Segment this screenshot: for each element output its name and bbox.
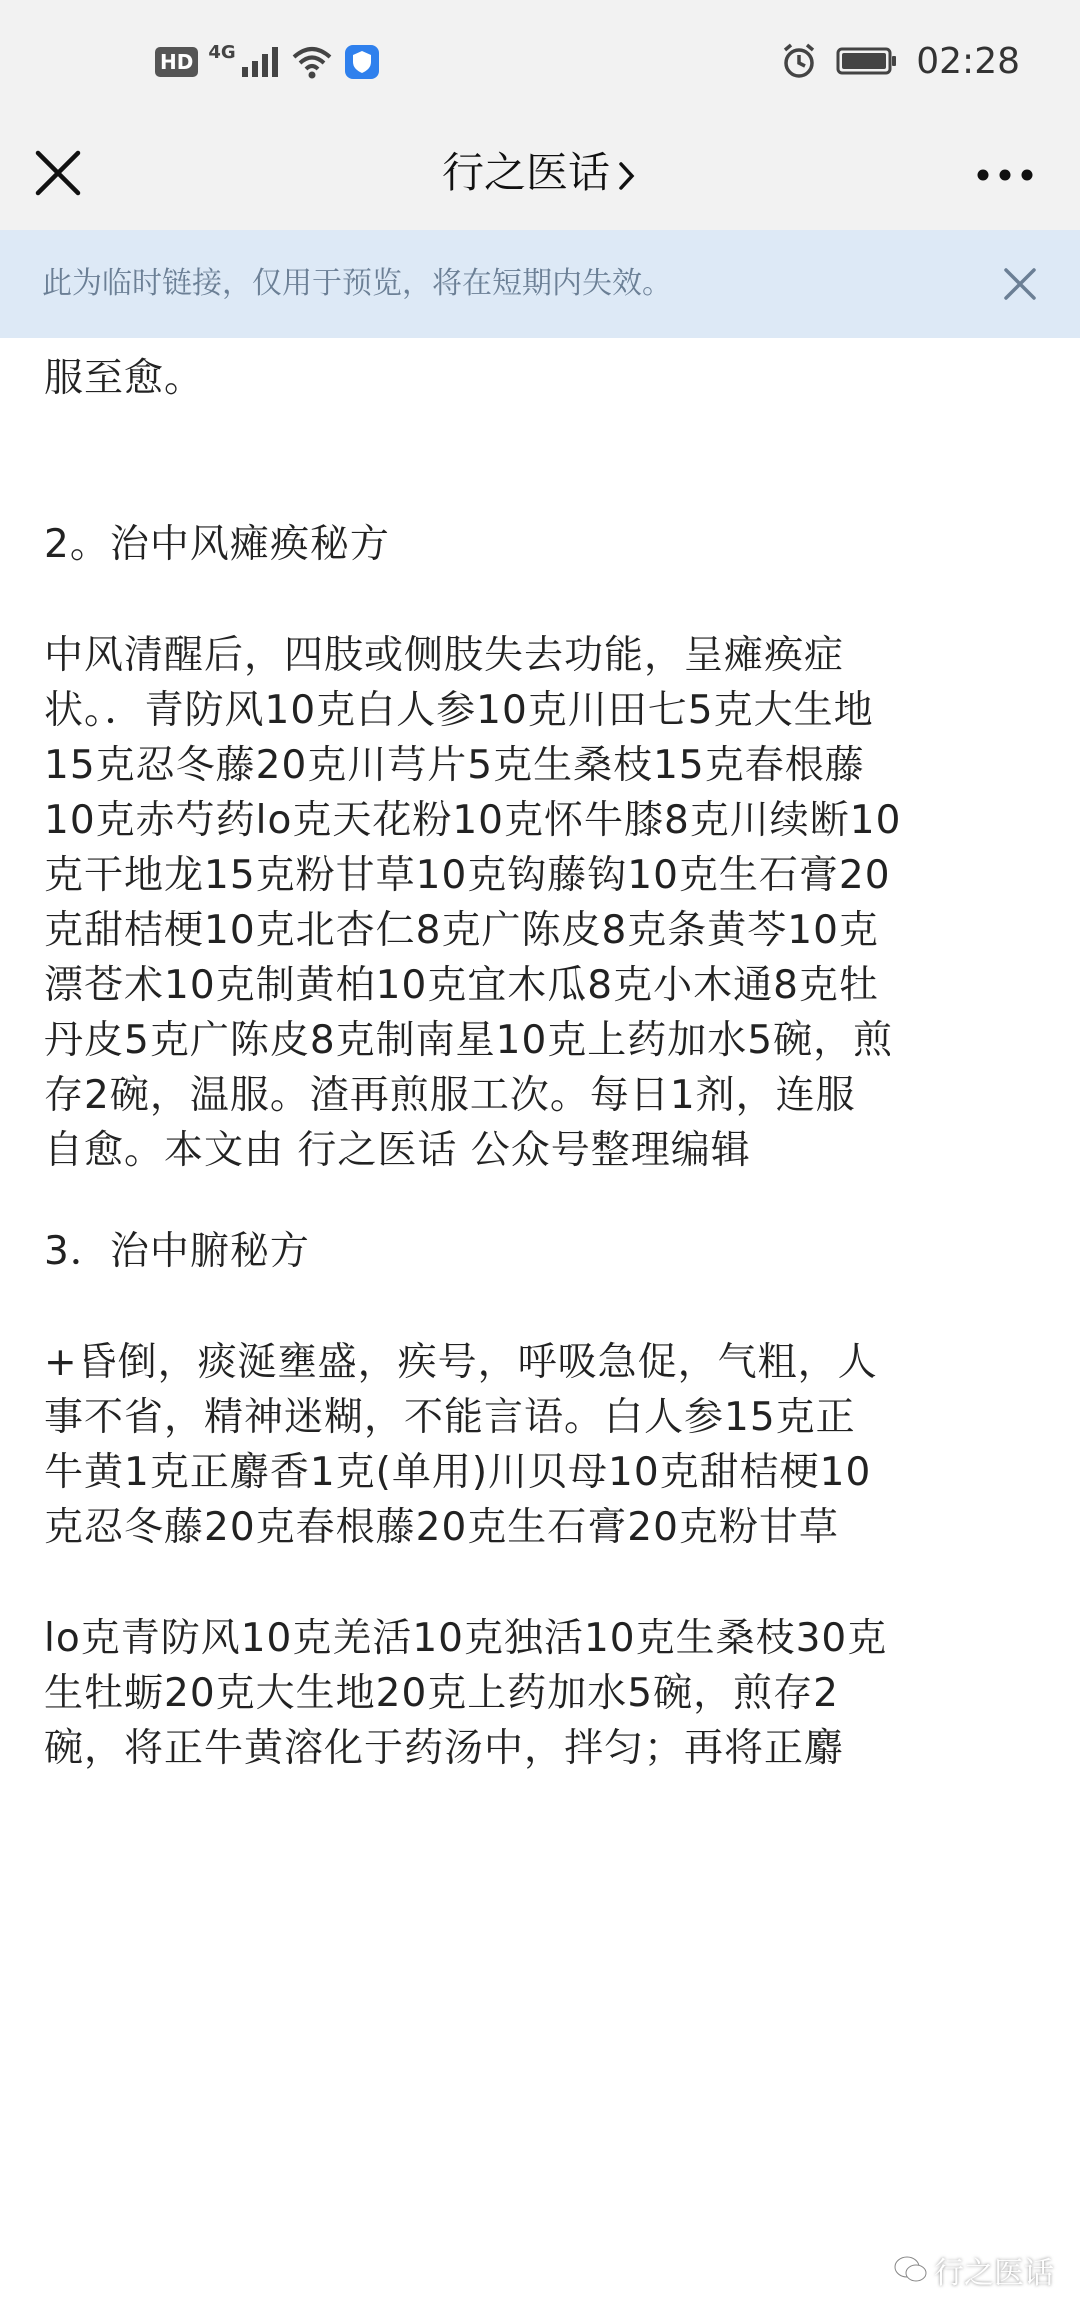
article-line: 10克赤芍药lo克天花粉10克怀牛膝8克川续断10 bbox=[44, 798, 902, 843]
more-icon[interactable] bbox=[970, 147, 1040, 203]
article-line: 服至愈。 bbox=[44, 356, 205, 401]
status-right bbox=[780, 38, 1020, 84]
article-line: 生牡蛎20克大生地20克上药加水5碗，煎存2 bbox=[44, 1671, 839, 1716]
alarm-icon bbox=[780, 42, 818, 80]
chevron-right-icon bbox=[616, 158, 638, 194]
notice-close-icon[interactable] bbox=[998, 262, 1042, 306]
article-line: 状。．青防风10克白人参10克川田七5克大生地 bbox=[44, 688, 874, 733]
article-line: 克忍冬藤20克春根藤20克生石膏20克粉甘草 bbox=[44, 1505, 839, 1550]
article-spacer bbox=[44, 585, 1044, 615]
shield-app-icon bbox=[344, 44, 380, 80]
article-line: 事不省，精神迷糊，不能言语。白人参15克正 bbox=[44, 1395, 856, 1440]
article-line: 15克忍冬藤20克川芎片5克生桑枝15克春根藤 bbox=[44, 743, 865, 788]
wechat-icon bbox=[894, 2255, 928, 2285]
watermark-text: 行之医话 bbox=[934, 2256, 1054, 2291]
hd-badge: HD bbox=[155, 47, 198, 77]
temporary-link-notice bbox=[0, 230, 1080, 338]
article-line: 中风清醒后，四肢或侧肢失去功能，呈瘫痪症 bbox=[44, 633, 845, 678]
section-heading: 3．治中腑秘方 bbox=[44, 1229, 310, 1274]
article-line: +昏倒，痰涎壅盛，疾号，呼吸急促，气粗，人 bbox=[44, 1340, 878, 1385]
article-line: 自愈。本文由 行之医话 公众号整理编辑 bbox=[44, 1128, 751, 1173]
section-heading: 2。治中风瘫痪秘方 bbox=[44, 522, 390, 567]
account-title-text: 行之医话 bbox=[441, 148, 610, 197]
notice-text: 此为临时链接，仅用于预览，将在短期内失效。 bbox=[42, 266, 672, 301]
article-line: lo克青防风10克羌活10克独活10克生桑枝30克 bbox=[44, 1616, 888, 1661]
article-spacer bbox=[44, 419, 1044, 500]
status-left bbox=[155, 42, 380, 82]
article-line: 克甜桔梗10克北杏仁8克广陈皮8克条黄芩10克 bbox=[44, 908, 879, 953]
battery-icon bbox=[836, 46, 898, 76]
article-spacer bbox=[44, 1292, 1044, 1322]
status-bar bbox=[0, 0, 1080, 125]
nav-bar bbox=[0, 125, 1080, 230]
article-body bbox=[44, 338, 1044, 1789]
article-line: 克干地龙15克粉甘草10克钩藤钩10克生石膏20 bbox=[44, 853, 891, 898]
wifi-icon bbox=[290, 45, 334, 79]
article-line: 碗，将正牛黄溶化于药汤中，拌匀；再将正麝 bbox=[44, 1726, 845, 1771]
article-line: 存2碗，温服。渣再煎服工次。每日1剂，连服 bbox=[44, 1073, 856, 1118]
signal-icon bbox=[240, 45, 280, 79]
network-type: 4G bbox=[208, 42, 236, 63]
article-spacer bbox=[44, 1568, 1044, 1598]
article-line: 丹皮5克广陈皮8克制南星10克上药加水5碗，煎 bbox=[44, 1018, 894, 1063]
article-line: 漂苍术10克制黄柏10克宜木瓜8克小木通8克牡 bbox=[44, 963, 879, 1008]
article-line: 牛黄1克正麝香1克(单用)川贝母10克甜桔梗10 bbox=[44, 1450, 872, 1495]
watermark bbox=[894, 2248, 1054, 2292]
article-spacer bbox=[44, 1191, 1044, 1211]
clock: 02:28 bbox=[916, 40, 1020, 82]
account-title[interactable] bbox=[0, 143, 1080, 203]
